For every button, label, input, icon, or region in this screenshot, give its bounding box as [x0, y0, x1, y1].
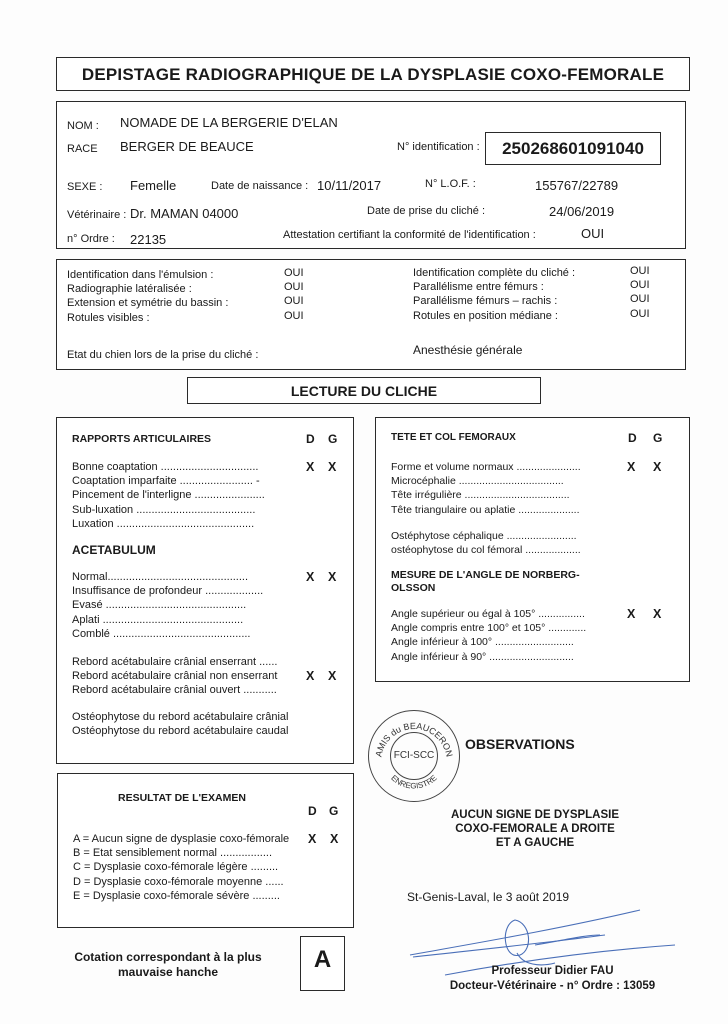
check-value: OUI [284, 281, 304, 294]
cotation-label-line: mauvaise hanche [117, 965, 219, 979]
check-value: OUI [284, 295, 304, 308]
check-label: Rotules en position médiane : [413, 309, 558, 322]
check-value: OUI [630, 279, 650, 292]
list-item: Insuffisance de profondeur ................... [72, 585, 264, 598]
tete-norberg-box [375, 417, 690, 682]
mark-d: X [308, 832, 317, 846]
attestation-label: Attestation certifiant la conformité de l'identification : [283, 229, 536, 241]
rebord-list [72, 655, 342, 698]
sexe-value: Femelle [130, 178, 177, 193]
col-g-header: G [329, 804, 339, 818]
checks-left-values [284, 266, 304, 323]
col-d-header: D [306, 432, 315, 446]
norberg-title [391, 569, 580, 595]
etat-label: Etat du chien lors de la prise du cliché : [67, 349, 259, 361]
resultat-title: RESULTAT DE L'EXAMEN [118, 792, 246, 804]
mark-d: X [627, 460, 636, 474]
norberg-title-line: MESURE DE L'ANGLE DE NORBERG- [391, 569, 580, 581]
acetabulum-title: ACETABULUM [72, 543, 156, 557]
lof-value: 155767/22789 [535, 178, 619, 193]
lof-label: N° L.O.F. : [425, 178, 476, 190]
mark-g: X [328, 460, 337, 474]
mark-d: X [306, 669, 315, 684]
cotation-grade-box [300, 936, 345, 991]
list-item: Ostéophytose du rebord acétabulaire crânial [72, 711, 289, 723]
col-g-header: G [328, 432, 338, 446]
list-item: Forme et volume normaux ...................... X X [391, 460, 662, 474]
acetabulum-list [72, 570, 342, 641]
lecture-title-box [187, 377, 541, 404]
observation-line: COXO-FEMORALE A DROITE [455, 823, 615, 835]
list-item: Angle inférieur à 90° ............................. [391, 650, 574, 663]
list-item: Luxation ............................................. [72, 517, 255, 530]
list-item: Pincement de l'interligne ....................... [72, 489, 265, 502]
cotation-label-line: Cotation correspondant à la plus [74, 950, 262, 964]
list-item: Angle inférieur à 100° ........................... [391, 636, 574, 649]
list-item: Rebord acétabulaire crânial non enserrant X X [72, 669, 337, 684]
cotation-label [64, 950, 272, 980]
check-value: OUI [284, 309, 304, 322]
nom-value: NOMADE DE LA BERGERIE D'ELAN [120, 115, 338, 130]
osteo-rebord-list [72, 710, 342, 738]
check-label: Identification dans l'émulsion : [67, 269, 214, 281]
nom-label: NOM : [67, 120, 99, 132]
list-item: Aplati .............................................. [72, 613, 244, 626]
signatory-name: Professeur Didier FAU [491, 965, 614, 977]
observation-line: AUCUN SIGNE DE DYSPLASIE [450, 809, 620, 821]
list-item: C = Dysplasie coxo-fémorale légère ......... [73, 861, 279, 874]
list-item: Ostéphytose céphalique ........................ [391, 530, 577, 542]
club-stamp [368, 710, 460, 802]
cotation-grade: A [313, 946, 332, 973]
ordre-label: n° Ordre : [67, 233, 115, 245]
svg-text:AMIS du BEAUCERON: AMIS du BEAUCERON [373, 720, 455, 758]
stamp-center-text: FCI-SCC [393, 750, 435, 761]
list-item: A = Aucun signe de dysplasie coxo-fémorale X X [73, 832, 339, 846]
list-item: Comblé ............................................. [72, 627, 251, 640]
list-item: Tête irrégulière .................................... [391, 489, 570, 502]
tete-osteo-list [391, 529, 581, 557]
ordre-value: 22135 [130, 232, 167, 247]
norberg-list [391, 607, 676, 664]
col-d-header: D [308, 804, 317, 818]
naissance-label: Date de naissance : [211, 180, 309, 192]
observations-text [430, 808, 640, 850]
list-item: ostéophytose du col fémoral ................... [391, 544, 581, 557]
place-date: St-Genis-Laval, le 3 août 2019 [407, 890, 570, 904]
check-label: Identification complète du cliché : [413, 267, 576, 279]
list-item: Bonne coaptation ................................ X X [72, 460, 337, 474]
date-cliche-value: 24/06/2019 [549, 204, 615, 219]
list-item: Coaptation imparfaite ........................ - [72, 475, 260, 488]
observations-title: OBSERVATIONS [465, 736, 575, 752]
check-label: Radiographie latéralisée : [67, 283, 192, 296]
mark-d: X [306, 460, 315, 474]
check-value: OUI [630, 265, 650, 277]
title-box [56, 57, 690, 91]
list-item: Angle compris entre 100° et 105° ............. [391, 622, 587, 635]
tete-title: TETE ET COL FEMORAUX [391, 432, 516, 443]
mark-g: X [328, 570, 337, 584]
quality-checks-box [56, 259, 686, 370]
list-item: Ostéophytose du rebord acétabulaire caudal [72, 725, 289, 738]
mark-d: X [306, 570, 315, 584]
check-label: Parallélisme entre fémurs : [413, 281, 544, 294]
list-item: Evasé .............................................. [72, 599, 247, 612]
checks-right-labels [413, 266, 575, 323]
etat-value: Anesthésie générale [413, 343, 523, 357]
list-item: Normal.............................................. X X [72, 570, 337, 584]
list-item: Tête triangulaire ou aplatie ..................... [391, 503, 580, 516]
signatory-block [420, 964, 685, 994]
resultat-box [57, 773, 354, 928]
lecture-title: LECTURE DU CLICHE [290, 383, 438, 399]
attestation-value: OUI [581, 226, 605, 241]
svg-text:ENREGISTRE: ENREGISTRE [389, 773, 439, 791]
check-label: Extension et symétrie du bassin : [67, 297, 229, 310]
list-item: Rebord acétabulaire crânial enserrant ...... [72, 656, 278, 668]
list-item: B = Etat sensiblement normal ................. [73, 847, 272, 860]
list-item: D = Dysplasie coxo-fémorale moyenne ...... [73, 875, 284, 888]
rapports-list [72, 460, 342, 531]
check-label: Parallélisme fémurs – rachis : [413, 295, 558, 308]
tete-list [391, 460, 676, 517]
id-box [485, 132, 661, 165]
id-value: 250268601091040 [502, 139, 644, 158]
vet-value: Dr. MAMAN 04000 [130, 206, 239, 221]
race-value: BERGER DE BEAUCE [120, 139, 254, 154]
list-item: E = Dysplasie coxo-fémorale sévère ......... [73, 889, 280, 902]
norberg-title-line: OLSSON [391, 582, 436, 594]
mark-g: X [653, 460, 662, 474]
observation-line: ET A GAUCHE [495, 837, 575, 849]
check-value: OUI [630, 293, 650, 306]
signatory-title: Docteur-Vétérinaire - n° Ordre : 13059 [449, 980, 656, 992]
check-value: OUI [630, 307, 650, 320]
rapports-acetabulum-box [56, 417, 354, 764]
check-value: OUI [284, 267, 304, 279]
col-d-header: D [628, 431, 637, 445]
mark-g: X [328, 669, 337, 684]
check-label: Rotules visibles : [67, 311, 150, 324]
naissance-value: 10/11/2017 [317, 178, 382, 193]
sexe-label: SEXE : [67, 181, 103, 193]
col-g-header: G [653, 431, 663, 445]
list-item: Rebord acétabulaire crânial ouvert ........... [72, 684, 277, 697]
document-title: DEPISTAGE RADIOGRAPHIQUE DE LA DYSPLASIE COXO-FEMORALE [81, 65, 665, 84]
list-item: Microcéphalie .................................... [391, 475, 564, 488]
mark-d: X [627, 607, 636, 621]
id-label: N° identification : [397, 141, 480, 153]
race-label: RACE [67, 143, 98, 155]
date-cliche-label: Date de prise du cliché : [367, 205, 486, 217]
checks-right-values [630, 264, 650, 321]
mark-g: X [330, 832, 339, 846]
list-item: Angle supérieur ou égal à 105° ................ X X [391, 607, 662, 621]
resultat-list [73, 832, 348, 903]
vet-label: Vétérinaire : [67, 209, 127, 221]
rapports-title: RAPPORTS ARTICULAIRES [72, 433, 212, 445]
checks-left-labels [67, 268, 228, 325]
identity-box [56, 101, 686, 249]
mark-g: X [653, 607, 662, 621]
list-item: Sub-luxation ....................................... [72, 503, 256, 516]
